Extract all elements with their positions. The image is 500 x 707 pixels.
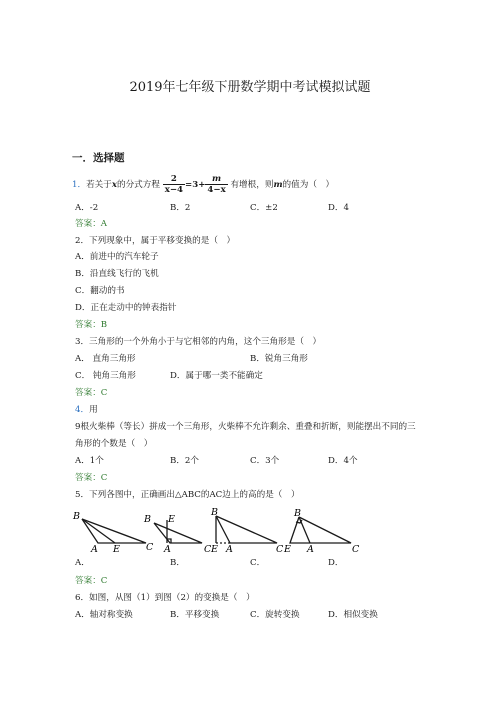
q2-answer: 答案：B bbox=[75, 320, 108, 330]
section-heading: 一．选择题 bbox=[72, 152, 125, 164]
q4-option-b: B．2个 bbox=[170, 456, 199, 466]
figure-b-label-b: B bbox=[144, 514, 151, 525]
figure-a bbox=[82, 519, 146, 543]
q5-answer: 答案：C bbox=[75, 576, 108, 586]
question-4-number: 4． bbox=[75, 405, 90, 415]
q1-frac1-den: x−4 bbox=[164, 185, 184, 195]
q3-option-b: B．锐角三角形 bbox=[250, 354, 308, 364]
q1-text-c: 有增根，则 bbox=[230, 180, 274, 190]
question-4-line-2: 9根火柴棒（等长）拼成一个三角形，火柴棒不允许剩余、重叠和折断，则能摆出不同的三 bbox=[75, 422, 416, 432]
q1-option-c: C．±2 bbox=[250, 203, 278, 213]
figure-b-label-c: C bbox=[204, 544, 212, 555]
figure-b-label-a: A bbox=[164, 544, 171, 555]
q1-frac1-num: 2 bbox=[163, 174, 185, 185]
figure-a-label-e: E bbox=[113, 544, 120, 555]
q2-option-b: B．沿直线飞行的飞机 bbox=[75, 269, 159, 279]
figure-b-triangle bbox=[154, 523, 202, 543]
q6-option-b: B．平移变换 bbox=[170, 610, 220, 620]
q1-text-d: 的值为（ ） bbox=[282, 180, 335, 190]
q4-answer: 答案：C bbox=[75, 473, 108, 483]
q2-option-c: C．翻动的书 bbox=[75, 286, 125, 296]
q3-option-c: C． 钝角三角形 bbox=[75, 371, 136, 381]
question-1-number: 1． bbox=[72, 180, 87, 190]
figure-c-label-e: E bbox=[211, 544, 218, 555]
figure-d-triangle bbox=[290, 517, 351, 543]
question-3-stem: 3．三角形的一个外角小于与它相邻的内角，这个三角形是（ ） bbox=[75, 337, 322, 347]
q6-option-a: A．轴对称变换 bbox=[75, 610, 133, 620]
figure-a-triangle bbox=[82, 519, 146, 543]
figure-c-label-a: A bbox=[226, 544, 233, 555]
q3-answer: 答案：C bbox=[75, 388, 108, 398]
q5-option-d: D． bbox=[328, 558, 344, 568]
q4-option-a: A．1个 bbox=[75, 456, 104, 466]
figure-c-triangle bbox=[216, 516, 277, 543]
figure-b-label-e: E bbox=[168, 514, 175, 525]
q4-option-c: C．3个 bbox=[250, 456, 280, 466]
q2-option-d: D．正在走动中的钟表指针 bbox=[75, 303, 177, 313]
q1-mid: =3+ bbox=[185, 180, 206, 190]
q4-line-1-text: 用 bbox=[89, 405, 98, 415]
q5-option-a: A． bbox=[75, 558, 90, 568]
q6-option-d: D．相似变换 bbox=[328, 610, 378, 620]
q1-answer: 答案：A bbox=[75, 219, 107, 229]
figure-d bbox=[290, 517, 351, 543]
figure-d-label-b: B bbox=[294, 508, 301, 519]
question-5-stem: 5．下列各图中，正确画出△ABC的AC边上的高的是（ ） bbox=[75, 490, 300, 500]
q1-option-b: B．2 bbox=[170, 203, 191, 213]
q4-option-d: D．4个 bbox=[328, 456, 358, 466]
question-4-line-1 bbox=[75, 404, 98, 416]
q3-option-a: A． 直角三角形 bbox=[75, 354, 136, 364]
question-2-stem: 2．下列现象中，属于平移变换的是（ ） bbox=[75, 236, 236, 246]
figure-a-segment bbox=[82, 519, 115, 543]
figure-c-label-b: B bbox=[211, 507, 218, 518]
figure-b bbox=[154, 520, 202, 543]
q1-frac2-num: m bbox=[205, 174, 227, 185]
figure-a-label-c: C bbox=[146, 542, 154, 553]
q1-var-m: m bbox=[273, 180, 283, 190]
question-1-stem bbox=[72, 174, 334, 195]
figure-d-label-a: A bbox=[307, 544, 314, 555]
question-4-line-3: 角形的个数是（ ） bbox=[75, 439, 153, 449]
q1-fraction-1 bbox=[163, 174, 185, 195]
q1-fraction-2 bbox=[205, 174, 227, 195]
q5-option-c: C． bbox=[250, 558, 266, 568]
q5-triangle-figures bbox=[70, 505, 370, 555]
figure-a-label-a: A bbox=[91, 544, 98, 555]
q1-text-a: 若关于 bbox=[86, 180, 112, 190]
q1-var-x: x bbox=[111, 180, 117, 190]
q3-option-d: D．属于哪一类不能确定 bbox=[170, 371, 263, 381]
q5-option-b: B． bbox=[170, 558, 185, 568]
q1-option-a: A．-2 bbox=[75, 203, 99, 213]
q2-option-a: A．前进中的汽车轮子 bbox=[75, 252, 159, 262]
q6-option-c: C．旋转变换 bbox=[250, 610, 300, 620]
q1-option-d: D．4 bbox=[328, 203, 349, 213]
figure-c bbox=[216, 516, 277, 543]
figure-a-label-b: B bbox=[73, 511, 80, 522]
q1-text-b: 的分式方程 bbox=[116, 180, 160, 190]
figure-d-label-c: C bbox=[352, 544, 360, 555]
question-6-stem: 6．如图，从图（1）到图（2）的变换是（ ） bbox=[75, 593, 255, 603]
q1-frac2-den: 4−x bbox=[207, 185, 226, 195]
figure-d-label-e: E bbox=[284, 544, 291, 555]
page-title: 2019年七年级下册数学期中考试模拟试题 bbox=[129, 80, 371, 95]
figure-c-label-c: C bbox=[276, 544, 284, 555]
